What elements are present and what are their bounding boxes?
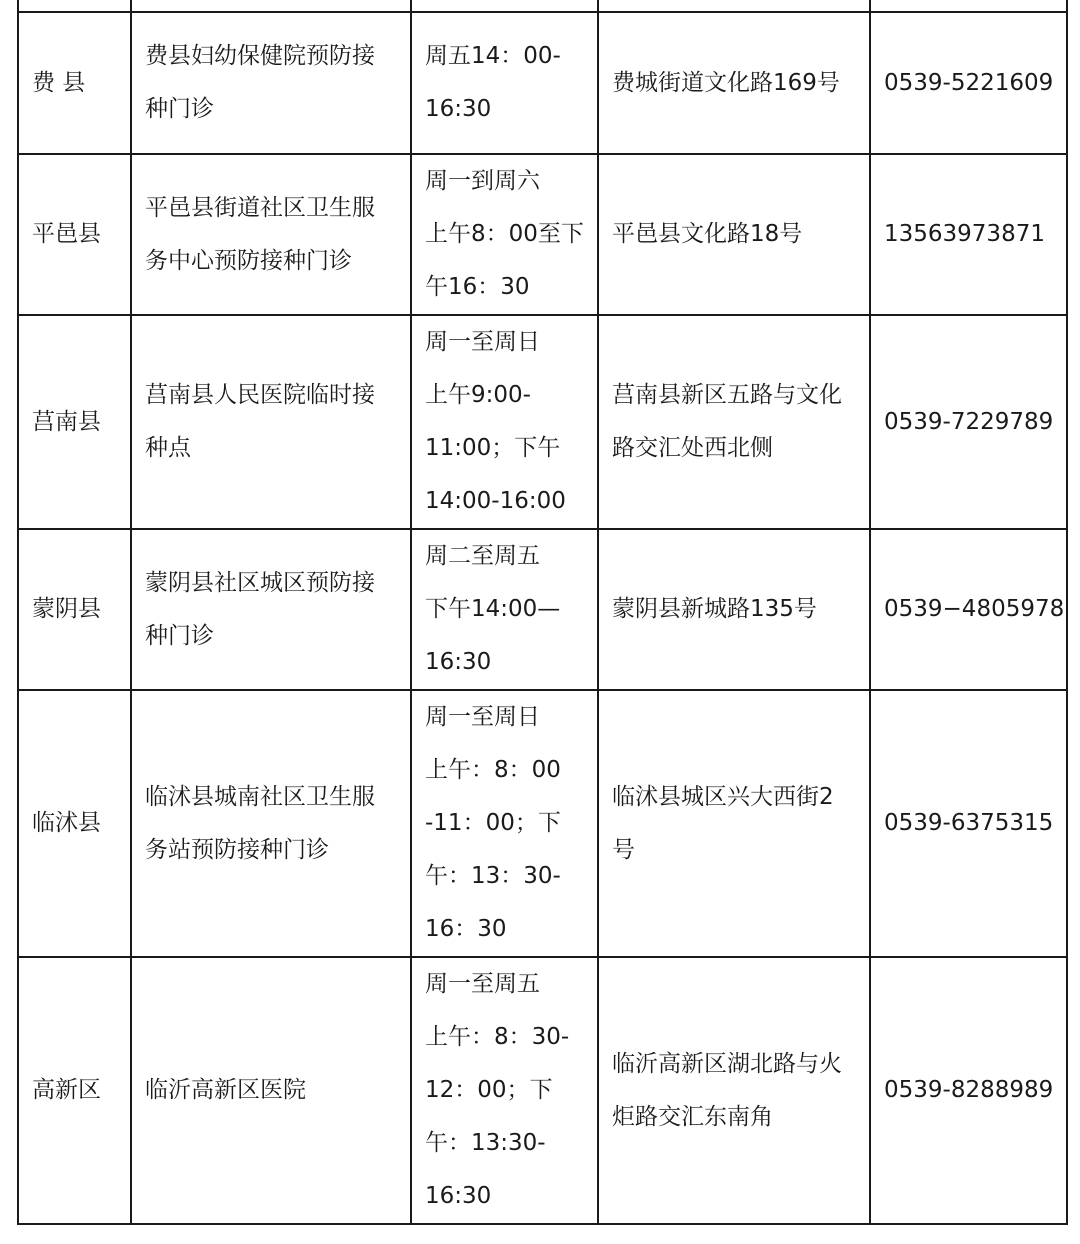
- table-row: [18, 690, 1067, 957]
- address-line: 路交汇处西北侧: [612, 435, 773, 461]
- hours-line: 下午14:00—: [425, 596, 561, 622]
- hours-line: 12：00；下: [425, 1077, 553, 1103]
- county-cell: 临沭县: [18, 690, 131, 957]
- address-line: 临沂高新区湖北路与火: [612, 1050, 842, 1077]
- clinic-line: 莒南县人民医院临时接: [145, 382, 375, 408]
- address-cell: [598, 12, 870, 154]
- hours-cell: [411, 690, 598, 957]
- phone-cell: 0539-6375315: [870, 690, 1067, 957]
- address-line: 费城街道文化路169号: [612, 69, 840, 96]
- table-cell: [598, 0, 870, 12]
- clinic-cell: [131, 957, 411, 1224]
- hours-line: 16:30: [425, 649, 492, 675]
- vaccination-sites-table: [17, 0, 1068, 1225]
- clinic-line: 种点: [145, 435, 191, 461]
- hours-line: 周一至周日: [425, 329, 540, 355]
- address-line: 炬路交汇东南角: [612, 1103, 773, 1130]
- hours-line: 16:30: [425, 96, 492, 122]
- hours-line: 午：13:30-: [425, 1130, 546, 1156]
- clinic-cell: [131, 315, 411, 529]
- table-cell: [18, 0, 131, 12]
- clinic-cell: [131, 529, 411, 690]
- table-cell: [131, 0, 411, 12]
- address-cell: [598, 529, 870, 690]
- table-row: [18, 12, 1067, 154]
- phone-cell: 13563973871: [870, 154, 1067, 315]
- hours-line: 16:30: [425, 1183, 492, 1209]
- phone-cell: 0539-5221609: [870, 12, 1067, 154]
- address-cell: [598, 957, 870, 1224]
- hours-line: 11:00；下午: [425, 435, 561, 461]
- clinic-cell: [131, 12, 411, 154]
- hours-cell: [411, 12, 598, 154]
- hours-line: -11：00；下: [425, 810, 561, 836]
- address-cell: [598, 315, 870, 529]
- address-line: 蒙阴县新城路135号: [612, 596, 817, 622]
- hours-line: 上午8：00至下: [425, 221, 584, 247]
- county-cell: 莒南县: [18, 315, 131, 529]
- hours-cell: [411, 957, 598, 1224]
- clinic-line: 种门诊: [145, 622, 214, 649]
- hours-line: 周五14：00-: [425, 43, 561, 69]
- clinic-line: 临沂高新区医院: [145, 1077, 306, 1103]
- address-line: 平邑县文化路18号: [612, 221, 803, 247]
- clinic-line: 临沭县城南社区卫生服: [145, 783, 375, 810]
- address-cell: [598, 690, 870, 957]
- hours-line: 16：30: [425, 916, 507, 942]
- phone-cell: 0539−4805978: [870, 529, 1067, 690]
- hours-line: 午：13：30-: [425, 863, 561, 889]
- clinic-line: 务中心预防接种门诊: [145, 247, 352, 274]
- county-cell: 高新区: [18, 957, 131, 1224]
- hours-cell: [411, 315, 598, 529]
- address-line: 莒南县新区五路与文化: [612, 382, 842, 408]
- address-line: 临沭县城区兴大西街2: [612, 783, 834, 810]
- table-row: [18, 957, 1067, 1224]
- table-row: [18, 154, 1067, 315]
- hours-line: 周一到周六: [425, 168, 540, 194]
- hours-line: 上午：8：30-: [425, 1024, 570, 1050]
- clinic-line: 种门诊: [145, 96, 214, 122]
- hours-line: 周一至周日: [425, 704, 540, 730]
- county-cell: 平邑县: [18, 154, 131, 315]
- hours-cell: [411, 154, 598, 315]
- hours-line: 周二至周五: [425, 543, 540, 569]
- clinic-line: 务站预防接种门诊: [145, 836, 329, 863]
- table-cell: [411, 0, 598, 12]
- hours-line: 14:00-16:00: [425, 488, 566, 514]
- table-row: [18, 315, 1067, 529]
- county-cell: 费 县: [18, 12, 131, 154]
- address-line: 号: [612, 836, 635, 863]
- hours-line: 上午：8：00: [425, 757, 561, 783]
- clinic-line: 平邑县街道社区卫生服: [145, 194, 375, 221]
- hours-line: 午16：30: [425, 274, 530, 300]
- clinic-line: 费县妇幼保健院预防接: [145, 43, 375, 69]
- address-cell: [598, 154, 870, 315]
- table-row-top-partial: [18, 0, 1067, 12]
- hours-line: 上午9:00-: [425, 382, 531, 408]
- hours-cell: [411, 529, 598, 690]
- clinic-cell: [131, 690, 411, 957]
- table-cell: [870, 0, 1067, 12]
- county-cell: 蒙阴县: [18, 529, 131, 690]
- hours-line: 周一至周五: [425, 971, 540, 997]
- clinic-cell: [131, 154, 411, 315]
- table-row: [18, 529, 1067, 690]
- phone-cell: 0539-8288989: [870, 957, 1067, 1224]
- phone-cell: 0539-7229789: [870, 315, 1067, 529]
- clinic-line: 蒙阴县社区城区预防接: [145, 569, 375, 596]
